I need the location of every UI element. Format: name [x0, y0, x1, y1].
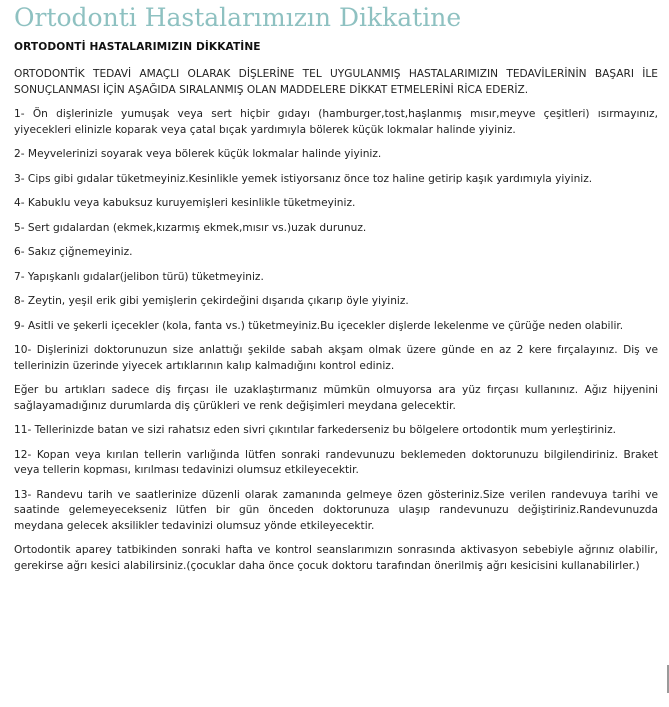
- list-item: Ortodontik aparey tatbikinden sonraki hafta ve kontrol seanslarımızın sonrasında aktivasyon sebebiyle ağrınız olabilir, gerekirse ağrı kesici alabilirsiniz.(çocuklar daha önce çocuk doktoru tarafından önerilmiş ağrı kesicisini kullanabilirler.): [14, 544, 658, 572]
- list-item: 8- Zeytin, yeşil erik gibi yemişlerin çekirdeğini dışarıda çıkarıp öyle yiyiniz.: [14, 295, 409, 307]
- list-item: 4- Kabuklu veya kabuksuz kuruyemişleri kesinlikle tüketmeyiniz.: [14, 197, 356, 209]
- intro-paragraph: ORTODONTİK TEDAVİ AMAÇLI OLARAK DİŞLERİNE TEL UYGULANMIŞ HASTALARIMIZIN TEDAVİLERİNİN BAŞARI İLE SONUÇLANMASI İÇİN AŞAĞIDA SIRALANMIŞ OLAN MADDELERE DİKKAT ETMELERİNİ RİCA EDERİZ.: [14, 68, 658, 96]
- list-item: Eğer bu artıkları sadece diş fırçası ile uzaklaştırmanız mümkün olmuyorsa ara yüz fırçası kullanınız. Ağız hijyenini sağlayamadığınız durumlarda diş çürükleri ve renk değişimleri meydana gelecektir.: [14, 384, 658, 412]
- list-item: 11- Tellerinizde batan ve sizi rahatsız eden sivri çıkıntılar farkederseniz bu bölgelere ortodontik mum yerleştiriniz.: [14, 424, 617, 436]
- list-item: 9- Asitli ve şekerli içecekler (kola, fanta vs.) tüketmeyiniz.Bu içecekler dişlerde lekelenme ve çürüğe neden olabilir.: [14, 319, 624, 332]
- list-item: 2- Meyvelerinizi soyarak veya bölerek küçük lokmalar halinde yiyiniz.: [14, 148, 382, 160]
- list-item: 13- Randevu tarih ve saatlerinize düzenli olarak zamanında gelmeye özen gösteriniz.Size verilen randevuya tarihi ve saatinde gelemeyecekseniz lütfen bir gün önceden doktorunuza ulaşıp randevunuzu değiştiriniz.Randevunuzda meydana gelecek aksilikler tedavinizi olumsuz yönde etkileyecektir.: [14, 488, 658, 532]
- list-item: 10- Dişlerinizi doktorunuzun size anlattığı şekilde sabah akşam olmak üzere günde en az 2 kere fırçalayınız. Diş ve tellerinizin üzerinde yiyecek artıklarının kalıp kalmadığını kontrol ediniz.: [14, 344, 658, 372]
- page-title: Ortodonti Hastalarımızın Dikkatine: [14, 3, 462, 32]
- list-item: 1- Ön dişlerinizle yumuşak veya sert hiçbir gıdayı (hamburger,tost,haşlanmış mısır,meyve çeşitleri) ısırmayınız, yiyecekleri elinizle koparak veya çatal bıçak yardımıyla bölerek küçük lokmalar halinde yiyiniz.: [14, 108, 658, 136]
- list-item: 12- Kopan veya kırılan tellerin varlığında lütfen sonraki randevunuzu beklemeden doktorunuzu bilgilendiriniz. Braket veya tellerin kopması, kırılması tedavinizi olumsuz etkileyecektir.: [14, 448, 658, 476]
- article-content: [14, 39, 658, 583]
- list-item: 6- Sakız çiğnemeyiniz.: [14, 246, 133, 258]
- list-item: 5- Sert gıdalardan (ekmek,kızarmış ekmek,mısır vs.)uzak durunuz.: [14, 221, 367, 234]
- list-item: 3- Cips gibi gıdalar tüketmeyiniz.Kesinlikle yemek istiyorsanız önce toz haline getirip kaşık yardımıyla yiyiniz.: [14, 172, 593, 185]
- list-item: 7- Yapışkanlı gıdalar(jelibon türü) tüketmeyiniz.: [14, 270, 264, 283]
- article-heading: ORTODONTİ HASTALARIMIZIN DİKKATİNE: [14, 41, 261, 53]
